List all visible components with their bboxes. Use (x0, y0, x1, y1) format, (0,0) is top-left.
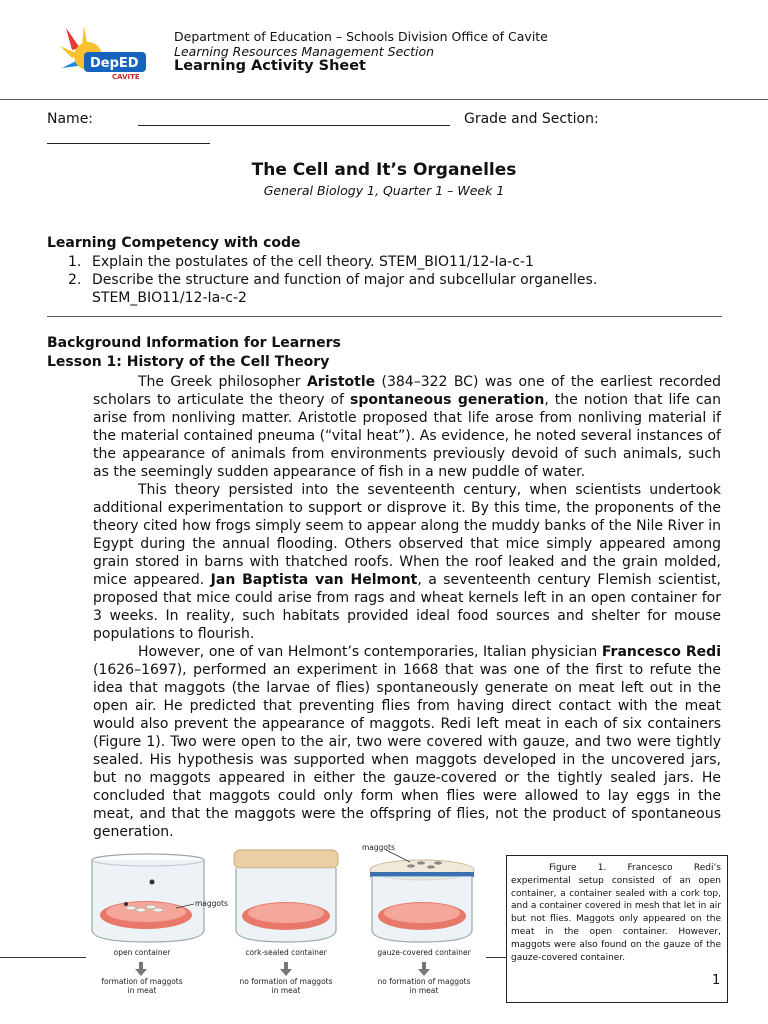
cork-sealed-jar (234, 850, 338, 942)
term-aristotle: Aristotle (306, 374, 376, 390)
list-text: Explain the postulates of the cell theory. STEM_BIO11/12-Ia-c-1 (92, 254, 534, 270)
logo-text: DepED (90, 56, 139, 71)
deped-cavite-logo (58, 24, 158, 86)
gauze-container-label: gauze-covered container (377, 948, 471, 957)
list-number: 1. (68, 254, 82, 270)
page-subtitle: General Biology 1, Quarter 1 – Week 1 (263, 183, 505, 198)
department-name: Department of Education – Schools Division Office of Cavite (174, 29, 548, 44)
grade-section-label: Grade and Section: (464, 111, 599, 127)
logo-subtext: CAVITE (112, 73, 140, 81)
paragraph-van-helmont: This theory persisted into the seventeenth century, when scientists undertook additional experimentation to support or disprove it. By this time, the proponents of the theory cited how frogs simply seem to appear along the muddy banks of the Nile River in Egypt during the annual flooding. Others observed that mice simply appeared among grain stored in barns with thatched roofs. When the roof leaked and the grain molded, mice appeared. Jan Baptista van Helmont, a seventeenth century Flemish scientist, proposed that mice could arise from rags and wheat kernels left in an open container for 3 weeks. In reality, such habitats provided ideal food sources and shelter for mouse populations to flourish. (93, 482, 722, 642)
competency-heading: Learning Competency with code (47, 235, 301, 251)
name-label: Name: (47, 111, 94, 127)
lesson-heading: Lesson 1: History of the Cell Theory (47, 354, 330, 370)
term-spontaneous-generation: spontaneous generation (350, 392, 545, 408)
list-number: 2. (68, 272, 82, 288)
result-open-line1: formation of maggots (101, 977, 183, 986)
footer-divider-right (486, 957, 506, 958)
term-van-helmont: Jan Baptista van Helmont (210, 572, 418, 588)
cork-container-label: cork-sealed container (245, 948, 327, 957)
list-item (68, 253, 708, 271)
header-divider (0, 99, 768, 100)
section-divider (47, 316, 722, 317)
name-field[interactable] (138, 125, 450, 126)
page-number: 1 (712, 973, 721, 988)
maggots-label: maggots (195, 899, 228, 908)
lesson-body (93, 373, 721, 841)
paragraph-redi: However, one of van Helmont’s contemporaries, Italian physician Francesco Redi (1626–1697), performed an experiment in 1668 that was one of the first to refute the idea that maggots (the larvae of flies) spontaneously generate on meat left out in the open air. He predicted that preventing flies from having direct contact with the meat would also prevent the appearance of maggots. Redi left meat in each of six containers (Figure 1). Two were open to the air, two were covered with gauze, and two were tightly sealed. His hypothesis was supported when maggots developed in the uncovered jars, but no maggots appeared in either the gauze-covered or the tightly sealed jars. He concluded that maggots could only form when flies were allowed to lay eggs in the meat, and that the maggots were the offspring of flies, not the product of spontaneous generation. (93, 644, 722, 840)
term-francesco-redi: Francesco Redi (601, 644, 722, 660)
section-name: Learning Resources Management Section (174, 44, 435, 59)
maggots-top-label: maggots (362, 843, 395, 852)
figure-caption (506, 855, 728, 1003)
open-container-jar (92, 854, 204, 942)
background-heading: Background Information for Learners (47, 335, 341, 351)
open-container-label: open container (113, 948, 171, 957)
footer-divider-left (0, 957, 86, 958)
list-text: Describe the structure and function of major and subcellular organelles. STEM_BIO11/12-Ia-c-2 (92, 272, 598, 306)
result-cork-line1: no formation of maggots (239, 977, 333, 986)
grade-section-field[interactable] (47, 143, 210, 144)
figure-caption-text: Figure 1. Francesco Redi’s experimental setup consisted of an open container, a container sealed with a cork top, and a container covered in mesh that let in air but not flies. Maggots only appeared on the meat in the open container. However, maggots were also found on the gauze of the gauze-covered container. (511, 863, 721, 963)
result-gauze-line2: in meat (409, 986, 439, 995)
down-arrow-icon (135, 962, 430, 976)
competency-list (68, 253, 708, 307)
result-open-line2: in meat (127, 986, 157, 995)
result-cork-line2: in meat (271, 986, 301, 995)
paragraph-aristotle: The Greek philosopher Aristotle (384–322 BC) was one of the earliest recorded scholars to articulate the theory of spontaneous generation, the notion that life can arise from nonliving matter. Aristotle proposed that life arose from nonliving material if the material contained pneuma (“vital heat”). As evidence, he noted several instances of the appearance of animals from environments previously devoid of such animals, such as the seemingly sudden appearance of fish in a new puddle of water. (93, 374, 721, 480)
redi-experiment-figure (86, 842, 486, 1012)
gauze-covered-jar (370, 850, 474, 942)
result-gauze-line1: no formation of maggots (377, 977, 471, 986)
sheet-title: Learning Activity Sheet (174, 58, 366, 74)
list-item (68, 271, 708, 307)
page-title: The Cell and It’s Organelles (251, 160, 517, 180)
